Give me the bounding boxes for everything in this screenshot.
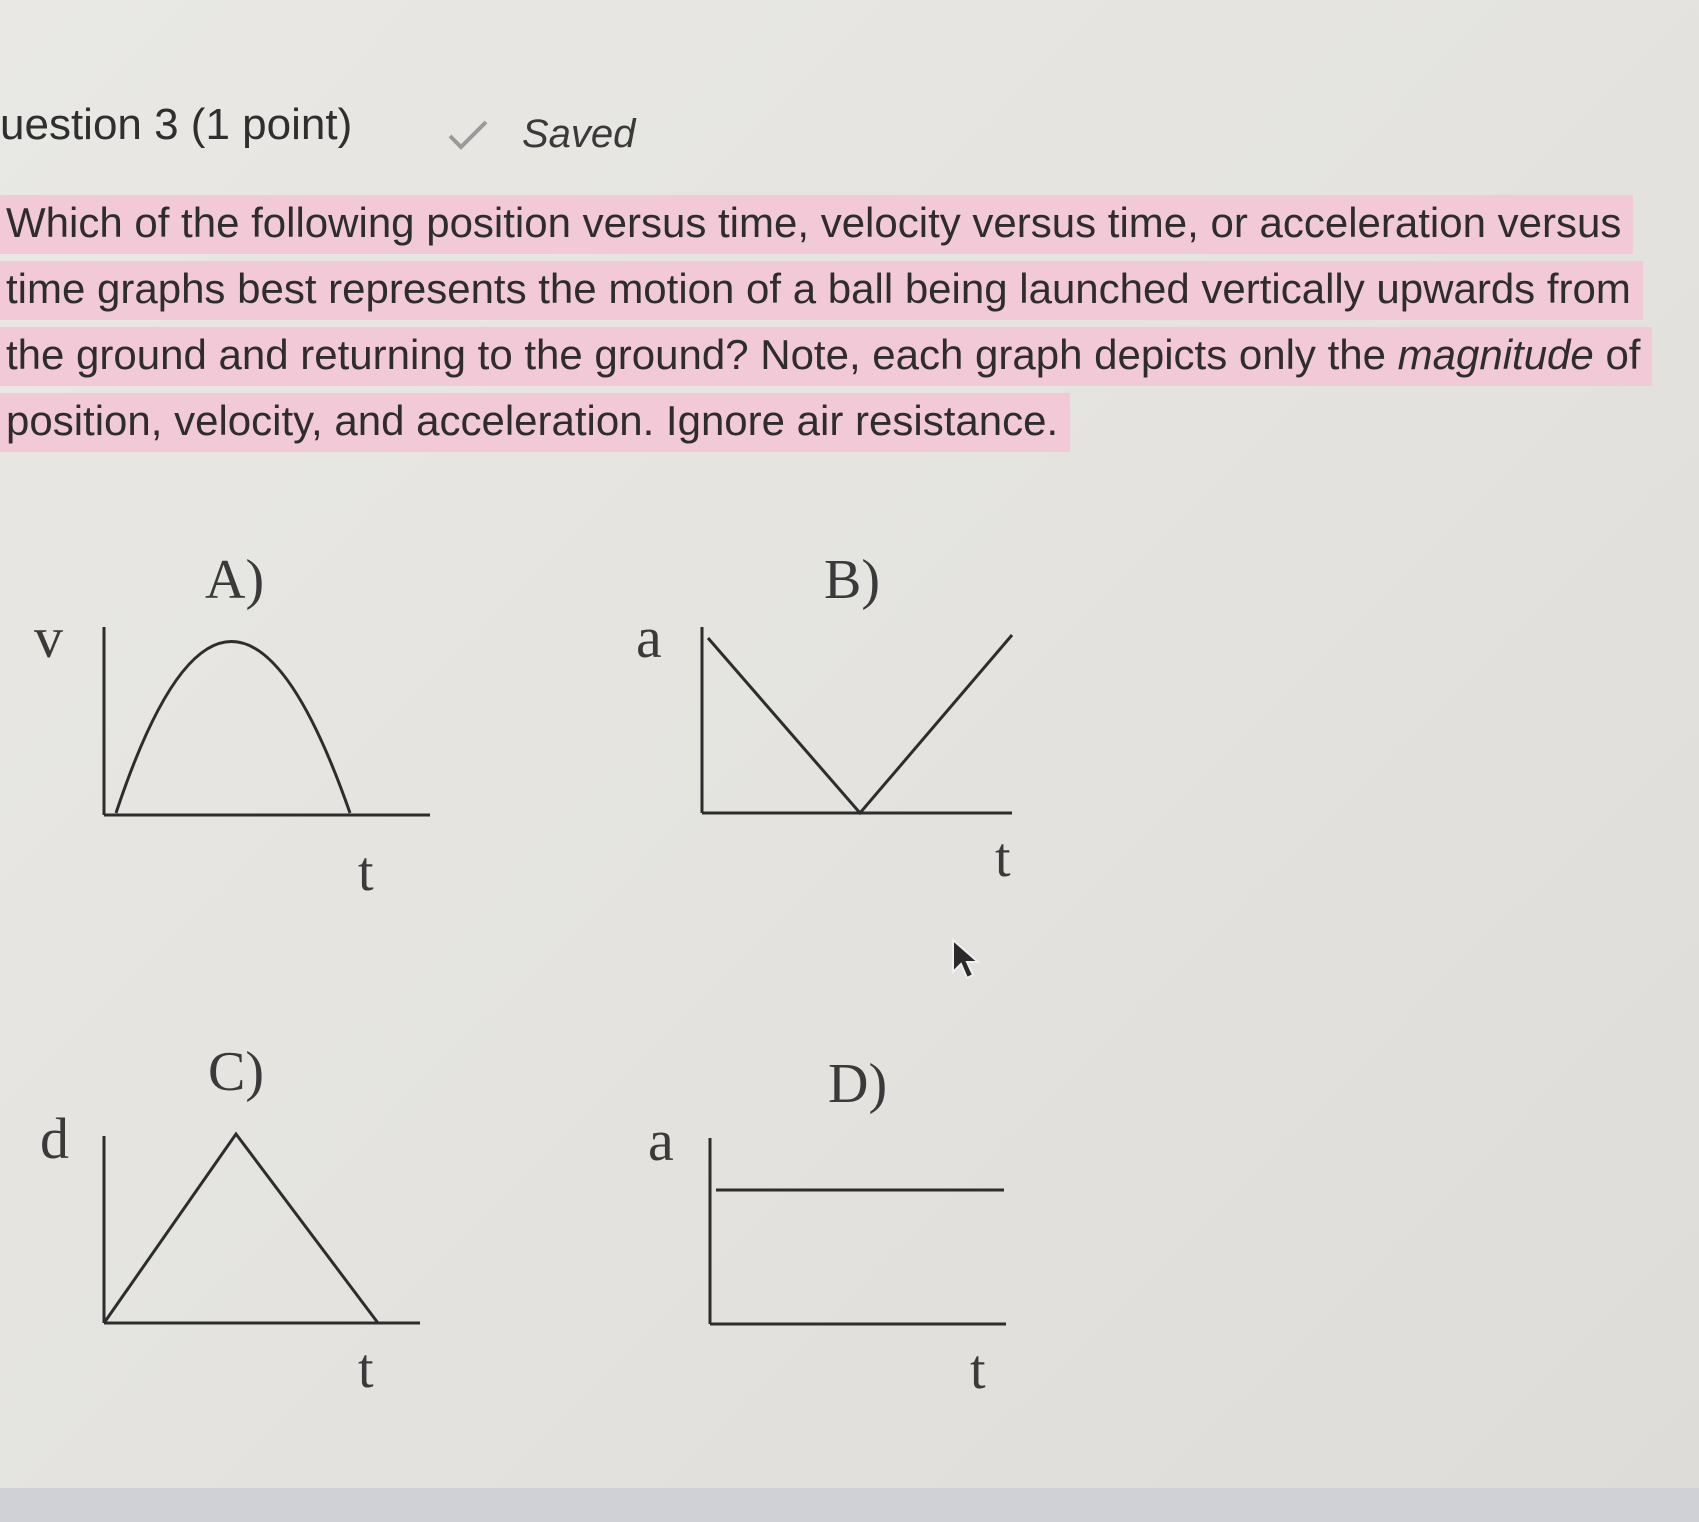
graph-d-y-axis-label: a xyxy=(648,1108,674,1173)
graph-a-y-axis-label: v xyxy=(34,605,63,670)
graph-b-y-axis-label: a xyxy=(636,605,662,670)
graph-b-label: B) xyxy=(824,549,880,611)
question-title: uestion 3 (1 point) xyxy=(0,100,353,149)
bottom-band xyxy=(0,1488,1699,1522)
question-text-before: Which of the following position versus time, velocity versus time, or acceleration versus time graphs best represents the motion of a ball being launched vertically upwards from the ground and returning to the ground? Note, each graph depicts only the xyxy=(6,199,1631,378)
graph-b-x-axis-label: t xyxy=(995,827,1011,889)
saved-status: Saved xyxy=(522,112,636,156)
graph-c-y-axis-label: d xyxy=(40,1106,69,1171)
graph-d-label: D) xyxy=(828,1053,888,1115)
graph-c-label: C) xyxy=(208,1041,264,1103)
graph-a-label: A) xyxy=(205,549,265,611)
graph-c-x-axis-label: t xyxy=(358,1338,374,1400)
graph-a-x-axis-label: t xyxy=(358,841,374,903)
mouse-pointer-icon xyxy=(950,938,982,982)
question-emphasis: magnitude xyxy=(1397,331,1594,378)
graph-d-x-axis-label: t xyxy=(970,1339,986,1401)
question-text-after: of position, velocity, and acceleration. Ignore air resistance. xyxy=(6,331,1641,444)
